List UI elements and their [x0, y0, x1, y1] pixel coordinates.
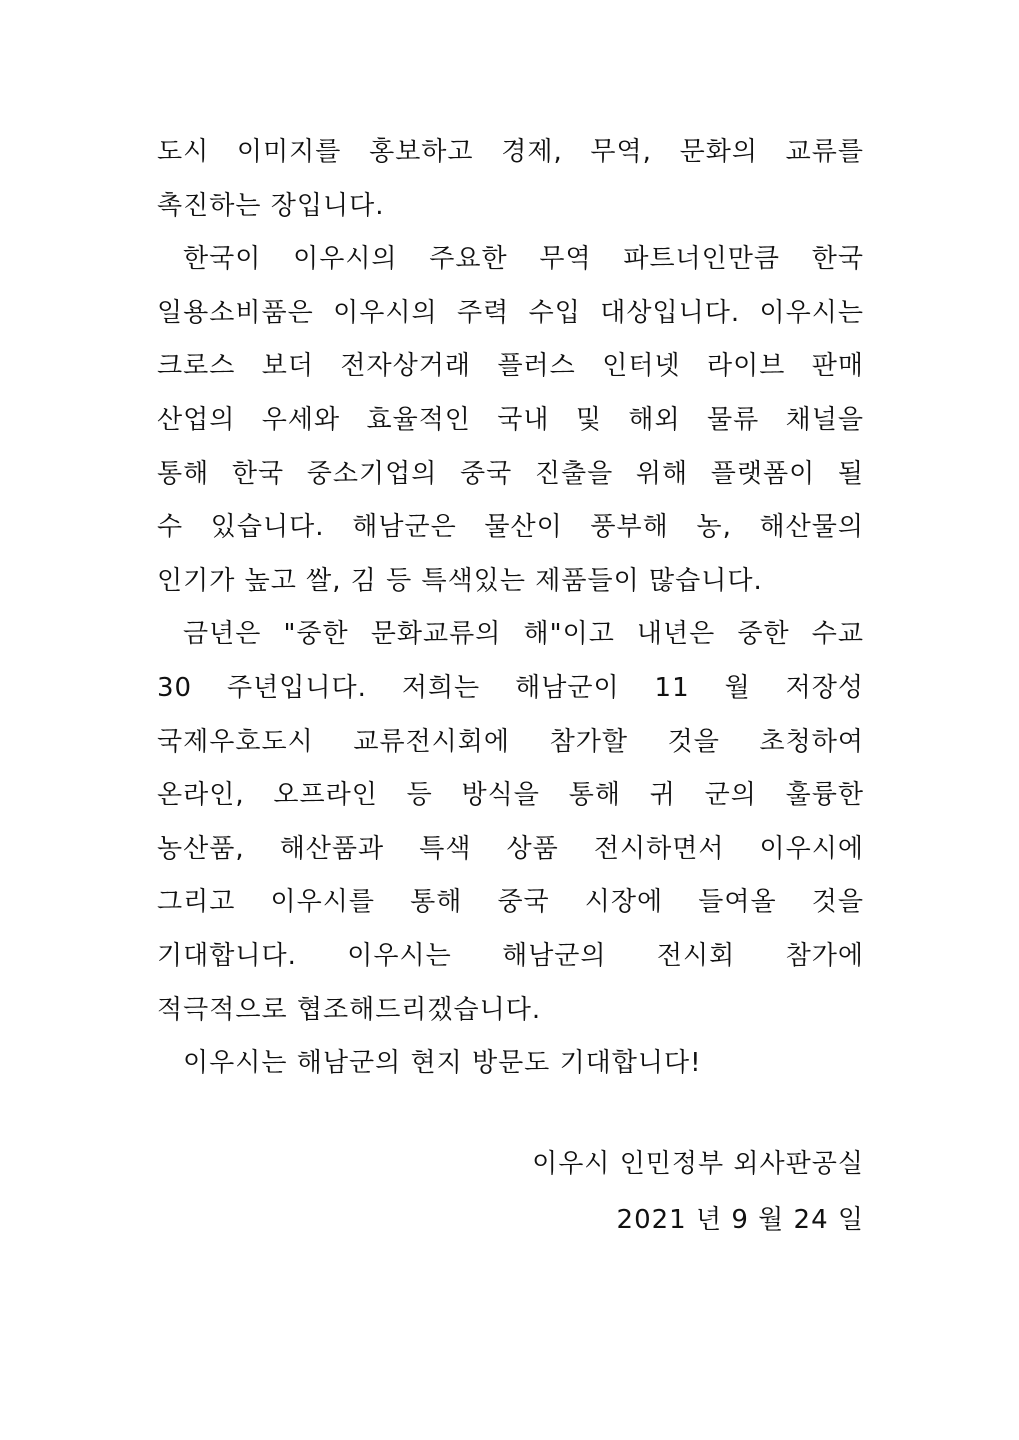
text-line: 도시 이미지를 홍보하고 경제, 무역, 문화의 교류를: [157, 137, 864, 167]
text-line: 농산품, 해산품과 특색 상품 전시하면서 이우시에: [157, 833, 864, 864]
text-line: 적극적으로 협조해드리겠습니다.: [157, 994, 542, 1025]
text-line: 수 있습니다. 해남군은 물산이 풍부해 농, 해산물의: [157, 512, 864, 543]
signature-date: 2021 년 9 월 24 일: [616, 1205, 864, 1235]
text-line: 기대합니다. 이우시는 해남군의 전시회 참가에: [157, 940, 864, 971]
text-line: 이우시는 해남군의 현지 방문도 기대합니다!: [183, 1048, 702, 1079]
text-line: 그리고 이우시를 통해 중국 시장에 들여올 것을: [157, 887, 864, 918]
paragraph: [157, 233, 864, 608]
text-line: 일용소비품은 이우시의 주력 수입 대상입니다. 이우시는: [157, 297, 864, 328]
text-line: 산업의 우세와 효율적인 국내 및 해외 물류 채널을: [157, 404, 864, 435]
text-line: 통해 한국 중소기업의 중국 진출을 위해 플랫폼이 될: [157, 458, 864, 489]
text-line: 촉진하는 장입니다.: [157, 190, 385, 221]
text-line: 온라인, 오프라인 등 방식을 통해 귀 군의 훌륭한: [157, 780, 864, 811]
paragraph: [157, 1037, 864, 1091]
signature-office: 이우시 인민정부 외사판공실: [532, 1149, 864, 1179]
text-line: 국제우호도시 교류전시회에 참가할 것을 초청하여: [157, 726, 864, 757]
text-line: 크로스 보더 전자상거래 플러스 인터넷 라이브 판매: [157, 351, 864, 382]
text-line: 한국이 이우시의 주요한 무역 파트너인만큼 한국: [183, 244, 864, 275]
letter-body: [157, 126, 864, 1091]
paragraph: [157, 126, 864, 233]
text-line: 금년은 "중한 문화교류의 해"이고 내년은 중한 수교: [183, 619, 864, 650]
text-line: 인기가 높고 쌀, 김 등 특색있는 제품들이 많습니다.: [157, 565, 763, 596]
paragraph: [157, 608, 864, 1037]
text-line: 30 주년입니다. 저희는 해남군이 11 월 저장성: [157, 672, 864, 703]
